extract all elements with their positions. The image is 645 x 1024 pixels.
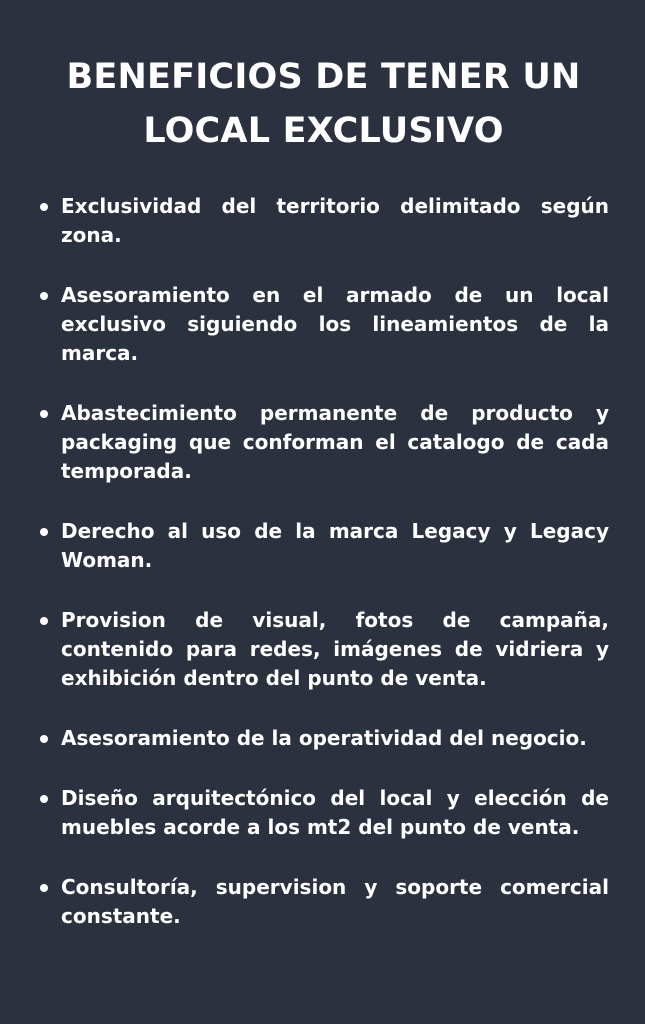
bullet-icon <box>40 795 48 803</box>
benefit-text: Asesoramiento de la operatividad del negocio. <box>61 726 587 750</box>
page-title: BENEFICIOS DE TENER UN LOCAL EXCLUSIVO <box>66 57 581 151</box>
benefit-text: Consultoría, supervision y soporte comercial constante. <box>61 875 609 928</box>
bullet-icon <box>40 617 48 625</box>
bullet-icon <box>40 528 48 536</box>
bullet-icon <box>40 735 48 743</box>
benefit-item <box>38 192 609 250</box>
benefit-text: Derecho al uso de la marca Legacy y Legacy Woman. <box>61 519 609 572</box>
benefit-text: Diseño arquitectónico del local y elección de muebles acorde a los mt2 del punto de venta. <box>61 786 609 839</box>
benefit-text: Asesoramiento en el armado de un local exclusivo siguiendo los lineamientos de la marca. <box>61 283 609 365</box>
bullet-icon <box>40 884 48 892</box>
benefit-text: Abastecimiento permanente de producto y packaging que conforman el catalogo de cada temporada. <box>61 401 609 483</box>
benefit-item <box>38 281 609 368</box>
benefits-list <box>38 192 609 931</box>
bullet-icon <box>40 203 48 211</box>
bullet-icon <box>40 410 48 418</box>
benefit-item <box>38 517 609 575</box>
benefit-item <box>38 724 609 753</box>
benefit-text: Provision de visual, fotos de campaña, contenido para redes, imágenes de vidriera y exhibición dentro del punto de venta. <box>61 608 609 690</box>
bullet-icon <box>40 292 48 300</box>
benefit-text: Exclusividad del territorio delimitado según zona. <box>61 194 609 247</box>
benefit-item <box>38 873 609 931</box>
benefit-item <box>38 784 609 842</box>
benefit-item <box>38 606 609 693</box>
benefit-item <box>38 399 609 486</box>
